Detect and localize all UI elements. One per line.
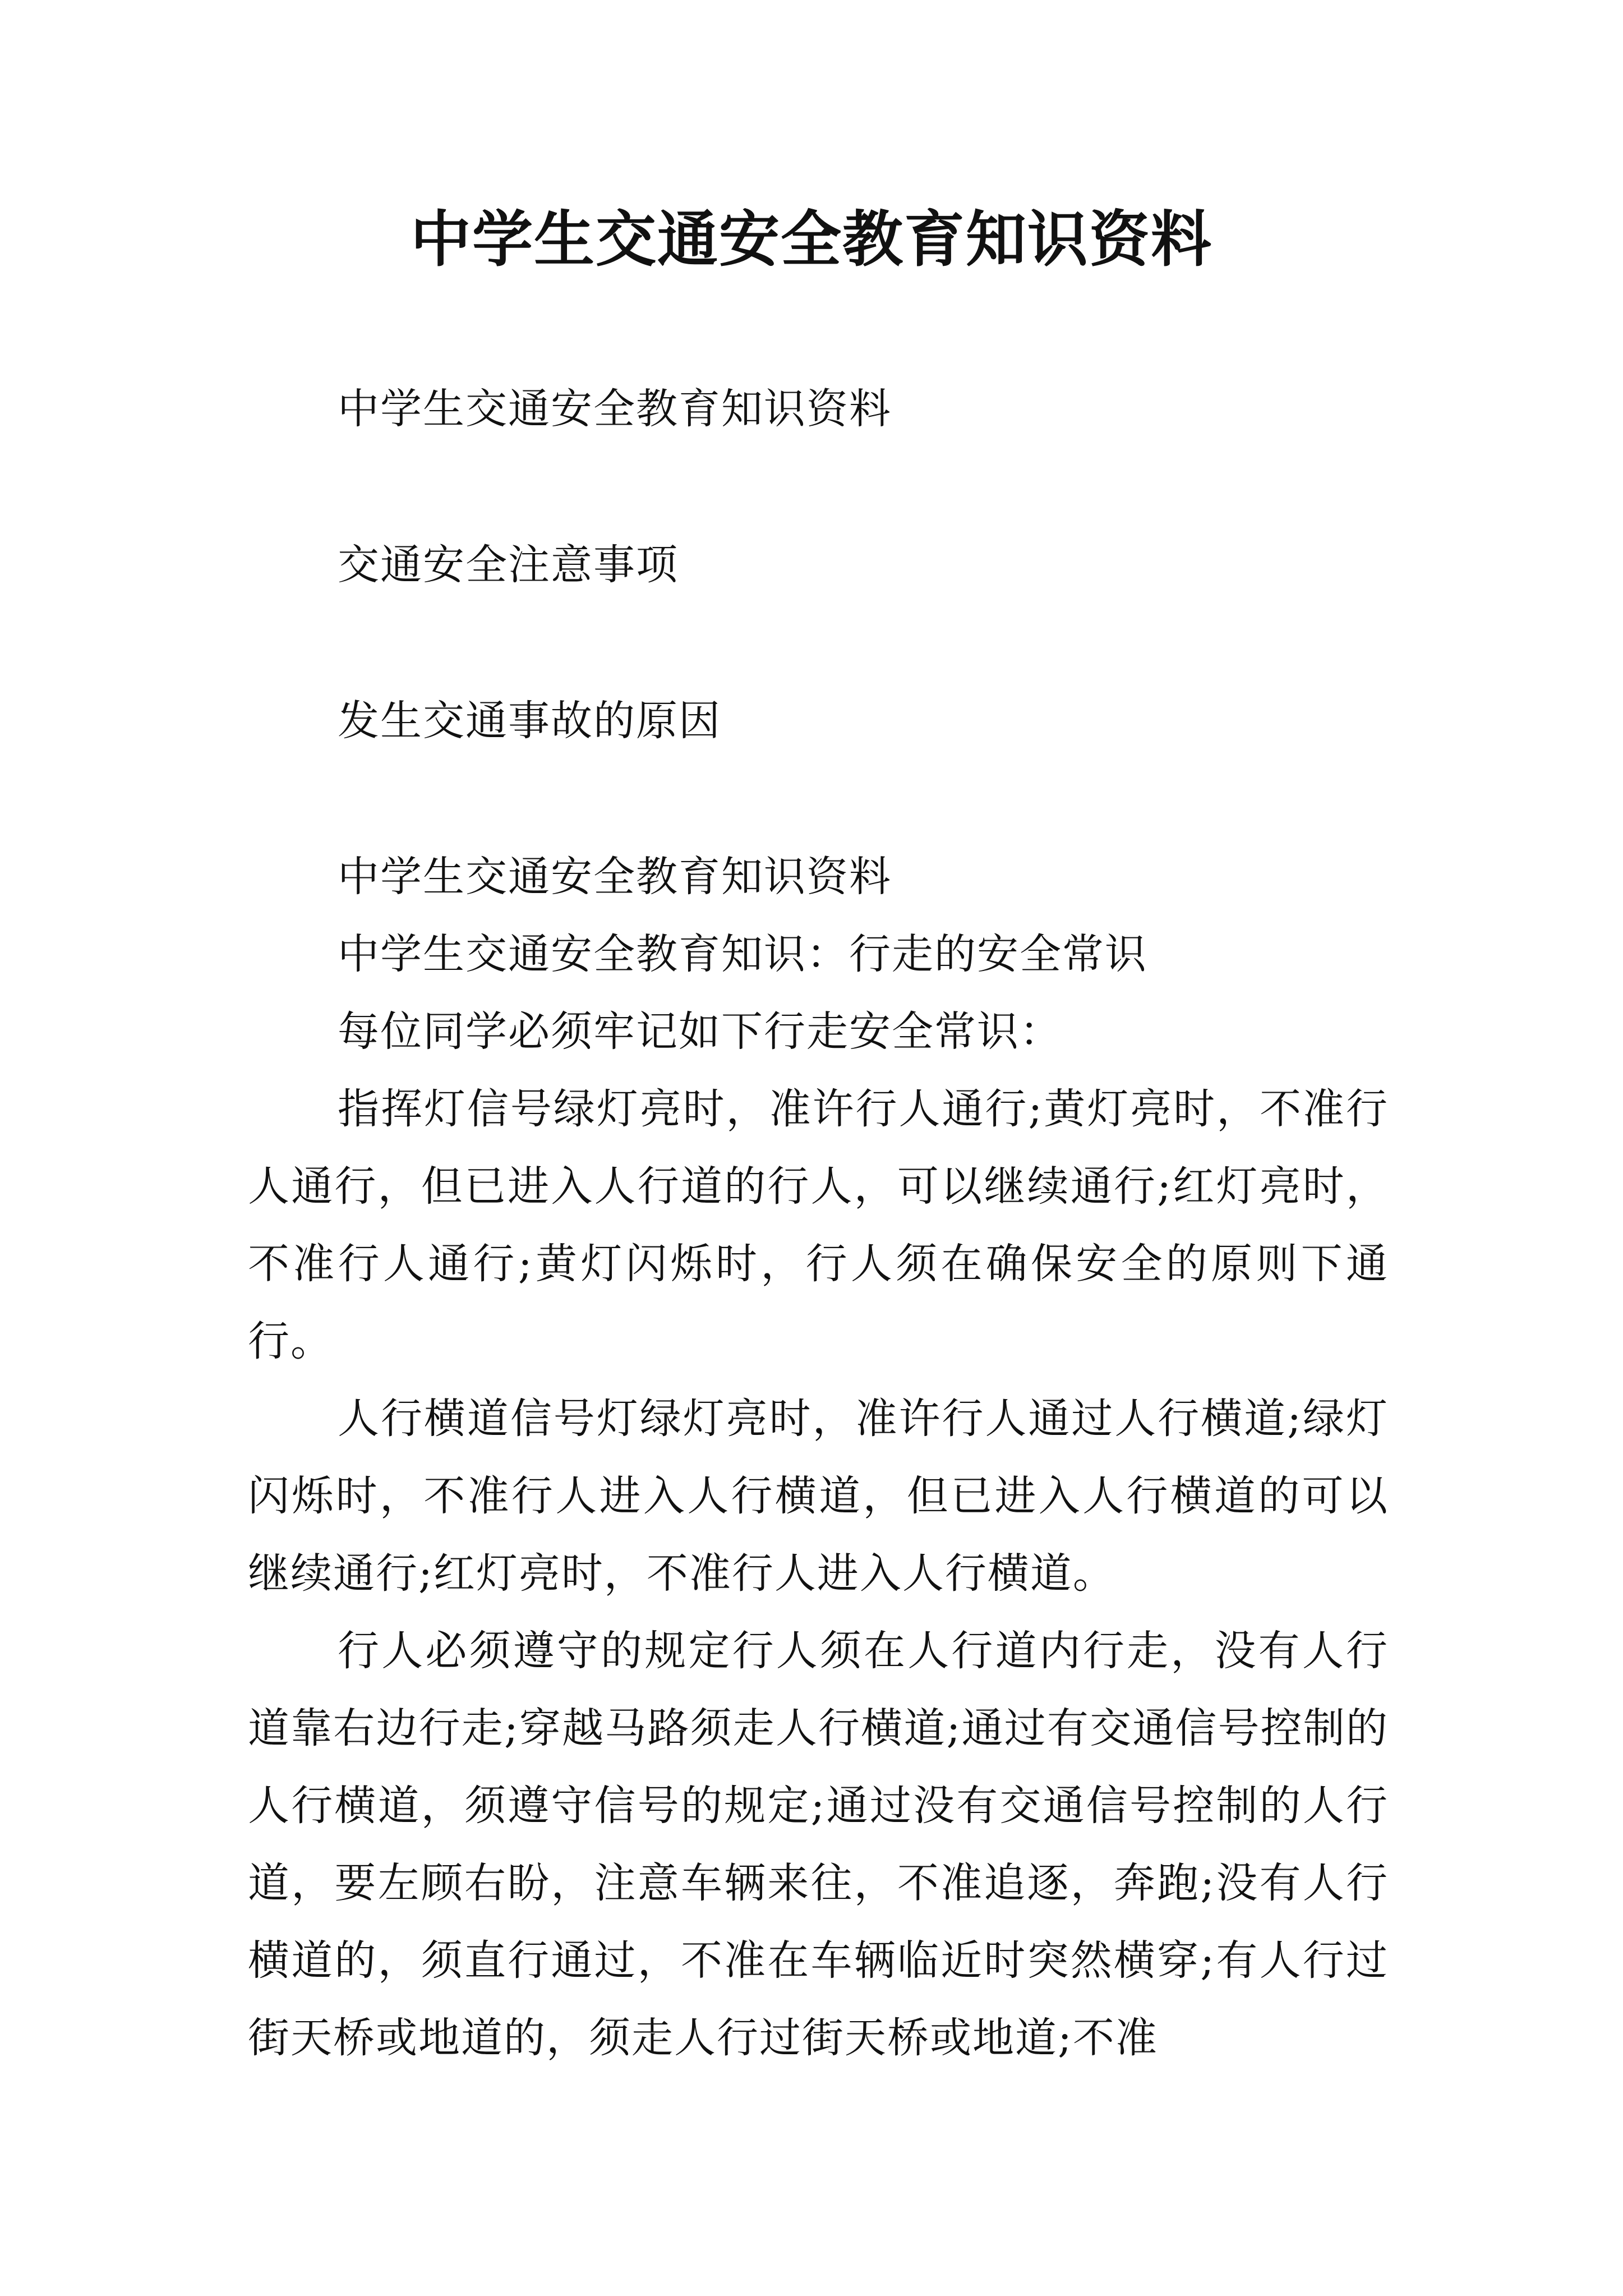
paragraph-2: 人行横道信号灯绿灯亮时，准许行人通过人行横道;绿灯闪烁时，不准行人进入人行横道，但已进入人行横道的可以继续通行;红灯亮时，不准行人进入人行横道。 xyxy=(248,1395,1389,1598)
intro-line: 每位同学必须牢记如下行走安全常识： xyxy=(338,1007,1062,1056)
paragraph-3: 行人必须遵守的规定行人须在人行道内行走，没有人行道靠右边行走;穿越马路须走人行横道;通过有交通信号控制的人行横道，须遵守信号的规定;通过没有交通信号控制的人行道，要左顾右盼，注意车辆来往，不准追逐，奔跑;没有人行横道的，须直行通过，不准在车辆临近时突然横穿;有人行过街天桥或地道的，须走人行过街天桥或地道;不准 xyxy=(248,1627,1389,2062)
toc-item-3: 发生交通事故的原因 xyxy=(338,697,721,745)
document-body xyxy=(248,370,1389,2077)
section-heading: 中学生交通安全教育知识资料 xyxy=(338,853,892,901)
document-title: 中学生交通安全教育知识资料 xyxy=(410,204,1212,275)
toc-item-2: 交通安全注意事项 xyxy=(338,541,679,589)
subheading: 中学生交通安全教育知识：行走的安全常识 xyxy=(338,930,1147,978)
toc-item-1: 中学生交通安全教育知识资料 xyxy=(338,385,892,433)
paragraph-1: 指挥灯信号绿灯亮时，准许行人通行;黄灯亮时，不准行人通行，但已进入人行道的行人，可以继续通行;红灯亮时，不准行人通行;黄灯闪烁时，行人须在确保安全的原则下通行。 xyxy=(248,1085,1389,1365)
